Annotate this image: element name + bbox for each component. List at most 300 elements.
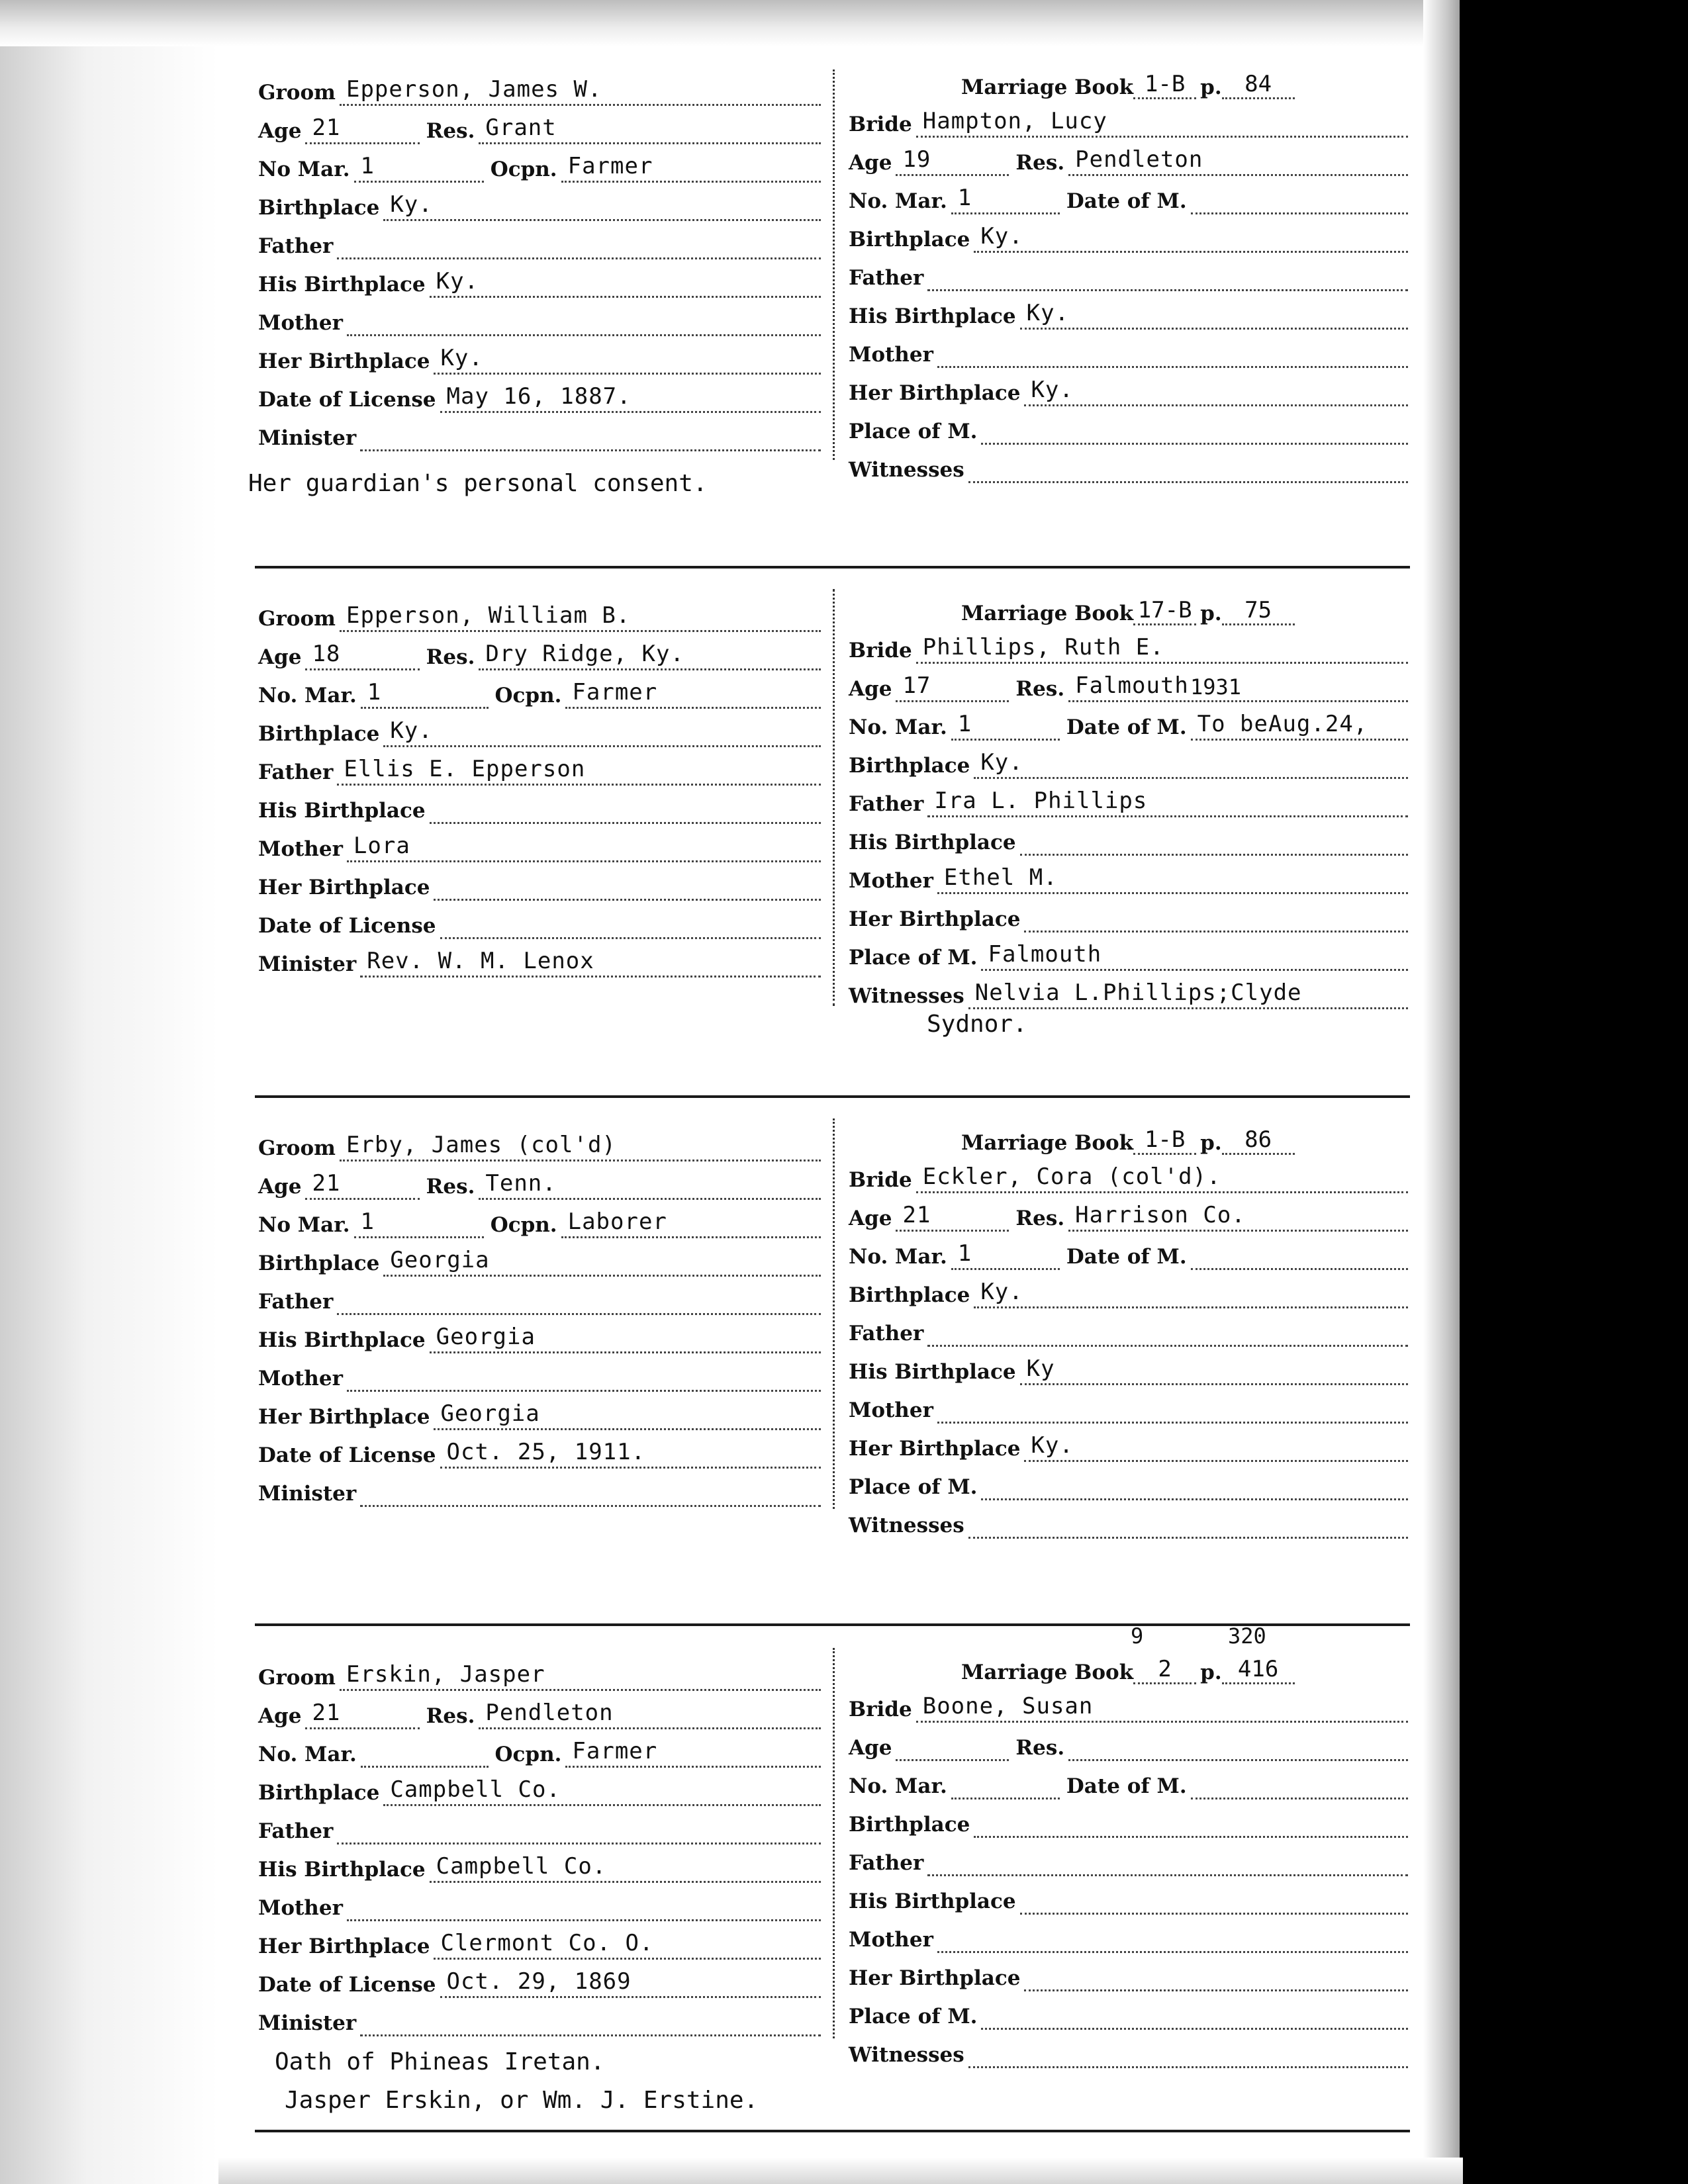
- bride-field-label: Bride: [849, 1698, 912, 1721]
- marriage-book-label: Marriage Book: [961, 602, 1134, 625]
- witnesses-field: [849, 450, 1408, 483]
- groom-his-birthplace-field-line: [430, 1325, 821, 1353]
- groom-ocpn-field-value: Laborer: [567, 1208, 667, 1235]
- bride-birthplace-field-line: [974, 1809, 1408, 1838]
- bride-father-field: [849, 784, 1408, 817]
- bride-her-birthplace-field-label: Her Birthplace: [849, 907, 1021, 931]
- bride-no-mar-field-line: [951, 1771, 1060, 1799]
- groom-no-mar-field: [258, 676, 821, 709]
- date-of-m-field-label: Date of M.: [1066, 189, 1187, 213]
- groom-age-field-value: 21: [312, 1700, 341, 1726]
- witnesses-field: [849, 976, 1408, 1009]
- groom-mother-field-line: [347, 1893, 821, 1921]
- witnesses-field-line: [968, 455, 1408, 483]
- witnesses-field: [849, 2035, 1408, 2068]
- groom-father-field: [258, 752, 821, 786]
- marriage-book-number: 1-B: [1133, 1126, 1196, 1155]
- bride-her-birthplace-field: [849, 899, 1408, 933]
- bride-birthplace-field-label: Birthplace: [849, 1813, 970, 1837]
- groom-ocpn-field-label: Ocpn.: [494, 1743, 562, 1766]
- witnesses-continued: Sydnor.: [927, 1011, 1027, 1038]
- bride-age-field-line: [896, 1203, 1009, 1232]
- bride-birthplace-field: [849, 1805, 1408, 1838]
- scan-edge-left: [0, 0, 218, 2184]
- groom-birthplace-field: [258, 1244, 821, 1277]
- date-of-license-field-value: May 16, 1887.: [446, 383, 632, 410]
- groom-res-field-value: Pendleton: [485, 1700, 614, 1726]
- bride-his-birthplace-field: [849, 1352, 1408, 1385]
- bride-her-birthplace-field-line: [1024, 1433, 1408, 1462]
- bride-mother-field-line: [937, 1925, 1408, 1953]
- bride-his-birthplace-field: [849, 296, 1408, 330]
- bride-his-birthplace-field-line: [1020, 1886, 1408, 1915]
- date-of-m-field-line: [1191, 1242, 1408, 1270]
- bride-her-birthplace-field-value: Ky.: [1031, 377, 1074, 403]
- minister-field: [258, 418, 821, 451]
- groom-mother-field-label: Mother: [258, 311, 343, 335]
- bride-field-value: Hampton, Lucy: [922, 108, 1107, 134]
- groom-res-field-value: Dry Ridge, Ky.: [485, 641, 684, 667]
- bride-father-field-label: Father: [849, 1851, 924, 1875]
- date-of-m-field-label: Date of M.: [1066, 715, 1187, 739]
- minister-field: [258, 944, 821, 978]
- bride-father-field-line: [927, 1318, 1408, 1347]
- groom-mother-field: [258, 1359, 821, 1392]
- groom-her-birthplace-field-label: Her Birthplace: [258, 349, 430, 373]
- groom-his-birthplace-field-label: His Birthplace: [258, 1858, 426, 1882]
- place-of-m-field-line: [981, 416, 1408, 445]
- bride-field: [849, 1690, 1408, 1723]
- bride-mother-field-label: Mother: [849, 869, 933, 893]
- bride-mother-field: [849, 861, 1408, 894]
- groom-no-mar-field: [258, 1205, 821, 1238]
- bride-field-value: Eckler, Cora (col'd).: [922, 1163, 1221, 1190]
- bride-age-field-label: Age: [849, 1736, 892, 1760]
- groom-field: [258, 73, 821, 106]
- date-of-m-field-label: Date of M.: [1066, 1774, 1187, 1798]
- place-of-m-field-line: [981, 2001, 1408, 2030]
- bride-father-field-line: [927, 1848, 1408, 1876]
- groom-birthplace-field-label: Birthplace: [258, 722, 380, 746]
- witnesses-field-line: [968, 1510, 1408, 1539]
- groom-age-field-label: Age: [258, 119, 302, 143]
- groom-his-birthplace-field-value: Ky.: [436, 268, 479, 295]
- groom-his-birthplace-field: [258, 265, 821, 298]
- bride-her-birthplace-field-line: [1024, 904, 1408, 933]
- bride-no-mar-field-label: No. Mar.: [849, 1774, 947, 1798]
- groom-birthplace-field-line: [383, 719, 821, 747]
- groom-ocpn-field-value: Farmer: [572, 1738, 658, 1764]
- groom-field-line: [340, 77, 821, 106]
- bride-his-birthplace-field-value: Ky.: [1026, 300, 1070, 326]
- column-divider: [833, 69, 836, 460]
- groom-birthplace-field: [258, 1773, 821, 1806]
- minister-field-label: Minister: [258, 2011, 357, 2035]
- groom-birthplace-field-label: Birthplace: [258, 1781, 380, 1805]
- groom-field: [258, 599, 821, 632]
- bride-his-birthplace-field: [849, 1882, 1408, 1915]
- place-of-m-field: [849, 1467, 1408, 1500]
- groom-res-field-line: [479, 116, 821, 144]
- date-of-license-field-label: Date of License: [258, 914, 436, 938]
- bride-age-field-line: [896, 674, 1009, 702]
- bride-field-label: Bride: [849, 113, 912, 136]
- groom-res-field-line: [479, 1701, 821, 1729]
- bride-birthplace-field: [849, 220, 1408, 253]
- bride-res-field-label: Res.: [1015, 1736, 1065, 1760]
- bride-res-field-value: Harrison Co.: [1075, 1202, 1246, 1228]
- groom-birthplace-field-line: [383, 1248, 821, 1277]
- place-of-m-field-label: Place of M.: [849, 1475, 978, 1499]
- bride-her-birthplace-field-value: Ky.: [1031, 1432, 1074, 1459]
- place-of-m-field-value: Falmouth: [988, 941, 1102, 968]
- place-of-m-field-label: Place of M.: [849, 420, 978, 443]
- bride-no-mar-field: [849, 1237, 1408, 1270]
- groom-age-field: [258, 1167, 821, 1200]
- bride-no-mar-field-label: No. Mar.: [849, 1245, 947, 1269]
- minister-field-line: [360, 949, 821, 978]
- groom-his-birthplace-field-line: [430, 1854, 821, 1883]
- bride-birthplace-field-label: Birthplace: [849, 754, 970, 778]
- bride-field-line: [916, 109, 1408, 138]
- place-of-m-field-line: [981, 942, 1408, 971]
- scan-edge-right-black: [1460, 0, 1688, 2184]
- bride-no-mar-field-line: [951, 712, 1060, 741]
- witnesses-field-line: [968, 2040, 1408, 2068]
- groom-birthplace-field: [258, 714, 821, 747]
- minister-field-label: Minister: [258, 1482, 357, 1506]
- date-of-m-field-line: [1191, 186, 1408, 214]
- bride-her-birthplace-field-label: Her Birthplace: [849, 381, 1021, 405]
- place-of-m-field-label: Place of M.: [849, 946, 978, 970]
- groom-field-label: Groom: [258, 607, 336, 631]
- column-divider: [833, 589, 836, 1006]
- bride-father-field-label: Father: [849, 1322, 924, 1345]
- groom-birthplace-field-value: Ky.: [390, 191, 433, 218]
- groom-ocpn-field-line: [561, 1210, 821, 1238]
- bride-her-birthplace-field: [849, 373, 1408, 406]
- bride-no-mar-field-label: No. Mar.: [849, 715, 947, 739]
- page-label: p.: [1200, 75, 1222, 99]
- bride-age-field-label: Age: [849, 1206, 892, 1230]
- groom-mother-field-line: [347, 834, 821, 862]
- groom-ocpn-field-value: Farmer: [567, 153, 653, 179]
- bride-no-mar-field-value: 1: [957, 185, 972, 211]
- groom-father-field-label: Father: [258, 1819, 334, 1843]
- bride-age-field: [849, 143, 1408, 176]
- groom-mother-field-line: [347, 308, 821, 336]
- date-of-license-field: [258, 1965, 821, 1998]
- bride-her-birthplace-field-line: [1024, 1963, 1408, 1991]
- groom-age-field-line: [305, 1701, 419, 1729]
- witnesses-field-value: Nelvia L.Phillips;Clyde: [974, 979, 1302, 1006]
- bride-his-birthplace-field-line: [1020, 1357, 1408, 1385]
- bride-field: [849, 105, 1408, 138]
- groom-his-birthplace-field-label: His Birthplace: [258, 799, 426, 823]
- bride-father-field: [849, 1314, 1408, 1347]
- groom-mother-field: [258, 1888, 821, 1921]
- bride-mother-field-line: [937, 1395, 1408, 1424]
- marriage-book-number-above: 9: [1131, 1623, 1144, 1649]
- place-of-m-field: [849, 938, 1408, 971]
- bride-field-line: [916, 635, 1408, 664]
- groom-field-label: Groom: [258, 81, 336, 105]
- bride-age-field-line: [896, 1733, 1009, 1761]
- bride-birthplace-field-value: Ky.: [980, 1279, 1023, 1305]
- groom-father-field-line: [337, 231, 821, 259]
- bride-mother-field-label: Mother: [849, 1398, 933, 1422]
- groom-his-birthplace-field: [258, 1320, 821, 1353]
- bride-birthplace-field: [849, 746, 1408, 779]
- record-note: Her guardian's personal consent.: [248, 470, 708, 497]
- bride-field-line: [916, 1165, 1408, 1193]
- bride-res-year: 1931: [1190, 674, 1242, 700]
- groom-mother-field-line: [347, 1363, 821, 1392]
- groom-age-field-line: [305, 1171, 419, 1200]
- groom-field-value: Epperson, William B.: [346, 602, 631, 629]
- date-of-license-field-label: Date of License: [258, 388, 436, 412]
- groom-field-value: Erby, James (col'd): [346, 1132, 616, 1158]
- bride-age-field-line: [896, 148, 1009, 176]
- groom-his-birthplace-field-line: [430, 269, 821, 298]
- bride-his-birthplace-field-label: His Birthplace: [849, 1889, 1016, 1913]
- date-of-license-field: [258, 1435, 821, 1469]
- column-divider: [833, 1118, 836, 1509]
- bride-age-field-value: 21: [902, 1202, 931, 1228]
- groom-mother-field-label: Mother: [258, 1367, 343, 1390]
- date-of-m-field-value: To beAug.24,: [1197, 711, 1368, 737]
- groom-age-field: [258, 1696, 821, 1729]
- bride-his-birthplace-field-value: Ky: [1026, 1355, 1055, 1382]
- groom-her-birthplace-field-label: Her Birthplace: [258, 1934, 430, 1958]
- groom-age-field: [258, 637, 821, 670]
- groom-field-value: Epperson, James W.: [346, 76, 602, 103]
- bride-age-field: [849, 1199, 1408, 1232]
- scan-edge-right-shadow: [1423, 0, 1463, 2184]
- groom-mother-field-value: Lora: [353, 833, 410, 859]
- minister-field-line: [360, 1479, 821, 1507]
- bride-res-field-line: [1068, 1203, 1408, 1232]
- witnesses-field-label: Witnesses: [849, 984, 964, 1008]
- bride-birthplace-field: [849, 1275, 1408, 1308]
- groom-ocpn-field-line: [565, 1739, 821, 1768]
- groom-his-birthplace-field-label: His Birthplace: [258, 273, 426, 296]
- bride-mother-field-line: [937, 340, 1408, 368]
- groom-his-birthplace-field-line: [430, 796, 821, 824]
- groom-age-field-label: Age: [258, 1704, 302, 1728]
- bride-res-field-line: [1068, 148, 1408, 176]
- bride-field-value: Phillips, Ruth E.: [922, 634, 1164, 660]
- date-of-license-field-line: [440, 1970, 821, 1998]
- groom-her-birthplace-field-value: Clermont Co. O.: [440, 1930, 654, 1956]
- groom-father-field-line: [337, 1287, 821, 1315]
- bride-his-birthplace-field-line: [1020, 827, 1408, 856]
- marriage-book-ref: [961, 592, 1295, 625]
- groom-no-mar-field-line: [354, 1210, 484, 1238]
- groom-res-field-line: [479, 642, 821, 670]
- scan-edge-bottom: [218, 2158, 1463, 2184]
- groom-her-birthplace-field-label: Her Birthplace: [258, 876, 430, 899]
- place-of-m-field-line: [981, 1472, 1408, 1500]
- groom-her-birthplace-field: [258, 868, 821, 901]
- date-of-license-field-value: Oct. 25, 1911.: [446, 1439, 646, 1465]
- groom-his-birthplace-field: [258, 1850, 821, 1883]
- groom-father-field-label: Father: [258, 1290, 334, 1314]
- groom-no-mar-field-line: [361, 1739, 489, 1768]
- groom-no-mar-field-line: [354, 154, 484, 183]
- groom-her-birthplace-field-value: Ky.: [440, 345, 483, 371]
- groom-res-field-label: Res.: [426, 1175, 475, 1199]
- date-of-license-field: [258, 906, 821, 939]
- date-of-license-field: [258, 380, 821, 413]
- groom-age-field-value: 21: [312, 114, 341, 141]
- bride-mother-field-label: Mother: [849, 343, 933, 367]
- bride-res-field-label: Res.: [1015, 1206, 1065, 1230]
- bride-no-mar-field-value: 1: [957, 1240, 972, 1267]
- place-of-m-field-label: Place of M.: [849, 2005, 978, 2028]
- marriage-book-label: Marriage Book: [961, 1661, 1134, 1684]
- bride-birthplace-field-line: [974, 224, 1408, 253]
- minister-field-label: Minister: [258, 426, 357, 450]
- groom-birthplace-field-value: Ky.: [390, 717, 433, 744]
- groom-her-birthplace-field-line: [434, 872, 821, 901]
- groom-field-label: Groom: [258, 1666, 336, 1690]
- groom-ocpn-field-label: Ocpn.: [494, 684, 562, 707]
- groom-birthplace-field-label: Birthplace: [258, 196, 380, 220]
- marriage-book-label: Marriage Book: [961, 75, 1134, 99]
- bride-age-field: [849, 1728, 1408, 1761]
- bride-age-field-value: 19: [902, 146, 931, 173]
- groom-no-mar-field-value: 1: [360, 153, 375, 179]
- groom-father-field-line: [337, 757, 821, 786]
- groom-age-field-value: 18: [312, 641, 341, 667]
- groom-birthplace-field: [258, 188, 821, 221]
- page-bottom-rule: [255, 2130, 1410, 2132]
- bride-father-field: [849, 258, 1408, 291]
- groom-no-mar-field-label: No. Mar.: [258, 1743, 357, 1766]
- minister-field-line: [360, 423, 821, 451]
- groom-birthplace-field-line: [383, 1778, 821, 1806]
- date-of-license-field-value: Oct. 29, 1869: [446, 1968, 632, 1995]
- bride-res-field-value: Pendleton: [1075, 146, 1203, 173]
- bride-age-field-label: Age: [849, 151, 892, 175]
- bride-res-field-label: Res.: [1015, 151, 1065, 175]
- groom-res-field-label: Res.: [426, 645, 475, 669]
- groom-age-field-value: 21: [312, 1170, 341, 1197]
- groom-her-birthplace-field-value: Georgia: [440, 1400, 540, 1427]
- groom-no-mar-field-label: No Mar.: [258, 158, 350, 181]
- bride-mother-field: [849, 335, 1408, 368]
- marriage-book-ref: [961, 1122, 1295, 1155]
- groom-age-field-label: Age: [258, 645, 302, 669]
- groom-no-mar-field-line: [361, 680, 489, 709]
- bride-birthplace-field-value: Ky.: [980, 749, 1023, 776]
- date-of-license-field-line: [440, 385, 821, 413]
- groom-birthplace-field-label: Birthplace: [258, 1251, 380, 1275]
- bride-father-field-value: Ira L. Phillips: [934, 788, 1148, 814]
- bride-his-birthplace-field-line: [1020, 301, 1408, 330]
- groom-field-line: [340, 1133, 821, 1161]
- bride-her-birthplace-field: [849, 1958, 1408, 1991]
- witnesses-field-line: [968, 981, 1408, 1009]
- bride-field-value: Boone, Susan: [922, 1693, 1094, 1719]
- groom-no-mar-field-label: No Mar.: [258, 1213, 350, 1237]
- bride-her-birthplace-field: [849, 1429, 1408, 1462]
- bride-his-birthplace-field-label: His Birthplace: [849, 831, 1016, 854]
- bride-no-mar-field: [849, 181, 1408, 214]
- bride-age-field: [849, 669, 1408, 702]
- date-of-license-field-label: Date of License: [258, 1973, 436, 1997]
- bride-her-birthplace-field-label: Her Birthplace: [849, 1966, 1021, 1990]
- groom-father-field-label: Father: [258, 760, 334, 784]
- minister-field: [258, 2003, 821, 2036]
- groom-res-field-line: [479, 1171, 821, 1200]
- groom-res-field-label: Res.: [426, 119, 475, 143]
- page-label: p.: [1200, 1131, 1222, 1155]
- bride-age-field-value: 17: [902, 672, 931, 699]
- groom-his-birthplace-field: [258, 791, 821, 824]
- bride-his-birthplace-field-label: His Birthplace: [849, 304, 1016, 328]
- record-divider: [255, 566, 1410, 569]
- witnesses-field-label: Witnesses: [849, 458, 964, 482]
- groom-father-field: [258, 1811, 821, 1844]
- groom-father-field: [258, 1282, 821, 1315]
- bride-res-field-label: Res.: [1015, 677, 1065, 701]
- groom-her-birthplace-field-line: [434, 1931, 821, 1960]
- record-note-continued: Jasper Erskin, or Wm. J. Erstine.: [285, 2087, 759, 2114]
- bride-birthplace-field-label: Birthplace: [849, 228, 970, 251]
- groom-her-birthplace-field: [258, 1397, 821, 1430]
- page-number: 75: [1222, 597, 1295, 625]
- marriage-book-label: Marriage Book: [961, 1131, 1134, 1155]
- groom-mother-field-label: Mother: [258, 837, 343, 861]
- groom-ocpn-field-value: Farmer: [572, 679, 658, 705]
- bride-field: [849, 1160, 1408, 1193]
- bride-field: [849, 631, 1408, 664]
- bride-birthplace-field-line: [974, 1280, 1408, 1308]
- groom-no-mar-field-value: 1: [360, 1208, 375, 1235]
- groom-ocpn-field-label: Ocpn.: [490, 1213, 557, 1237]
- bride-no-mar-field-value: 1: [957, 711, 972, 737]
- groom-her-birthplace-field-label: Her Birthplace: [258, 1405, 430, 1429]
- groom-res-field-value: Tenn.: [485, 1170, 557, 1197]
- bride-mother-field-value: Ethel M.: [943, 864, 1058, 891]
- bride-res-field-line: [1068, 1733, 1408, 1761]
- groom-mother-field: [258, 303, 821, 336]
- bride-mother-field: [849, 1920, 1408, 1953]
- groom-age-field: [258, 111, 821, 144]
- groom-no-mar-field: [258, 1735, 821, 1768]
- bride-father-field: [849, 1843, 1408, 1876]
- groom-birthplace-field-line: [383, 193, 821, 221]
- column-divider: [833, 1648, 836, 2038]
- groom-father-field-value: Ellis E. Epperson: [344, 756, 586, 782]
- bride-no-mar-field: [849, 1766, 1408, 1799]
- groom-age-field-label: Age: [258, 1175, 302, 1199]
- page-number: 416: [1222, 1656, 1295, 1684]
- bride-no-mar-field-line: [951, 1242, 1060, 1270]
- marriage-book-ref: [961, 66, 1295, 99]
- witnesses-field-label: Witnesses: [849, 1514, 964, 1537]
- bride-no-mar-field-label: No. Mar.: [849, 189, 947, 213]
- bride-age-field-label: Age: [849, 677, 892, 701]
- groom-no-mar-field: [258, 150, 821, 183]
- groom-field: [258, 1658, 821, 1691]
- bride-no-mar-field-line: [951, 186, 1060, 214]
- bride-birthplace-field-value: Ky.: [980, 223, 1023, 250]
- groom-age-field-line: [305, 642, 419, 670]
- groom-his-birthplace-field-value: Campbell Co.: [436, 1853, 607, 1880]
